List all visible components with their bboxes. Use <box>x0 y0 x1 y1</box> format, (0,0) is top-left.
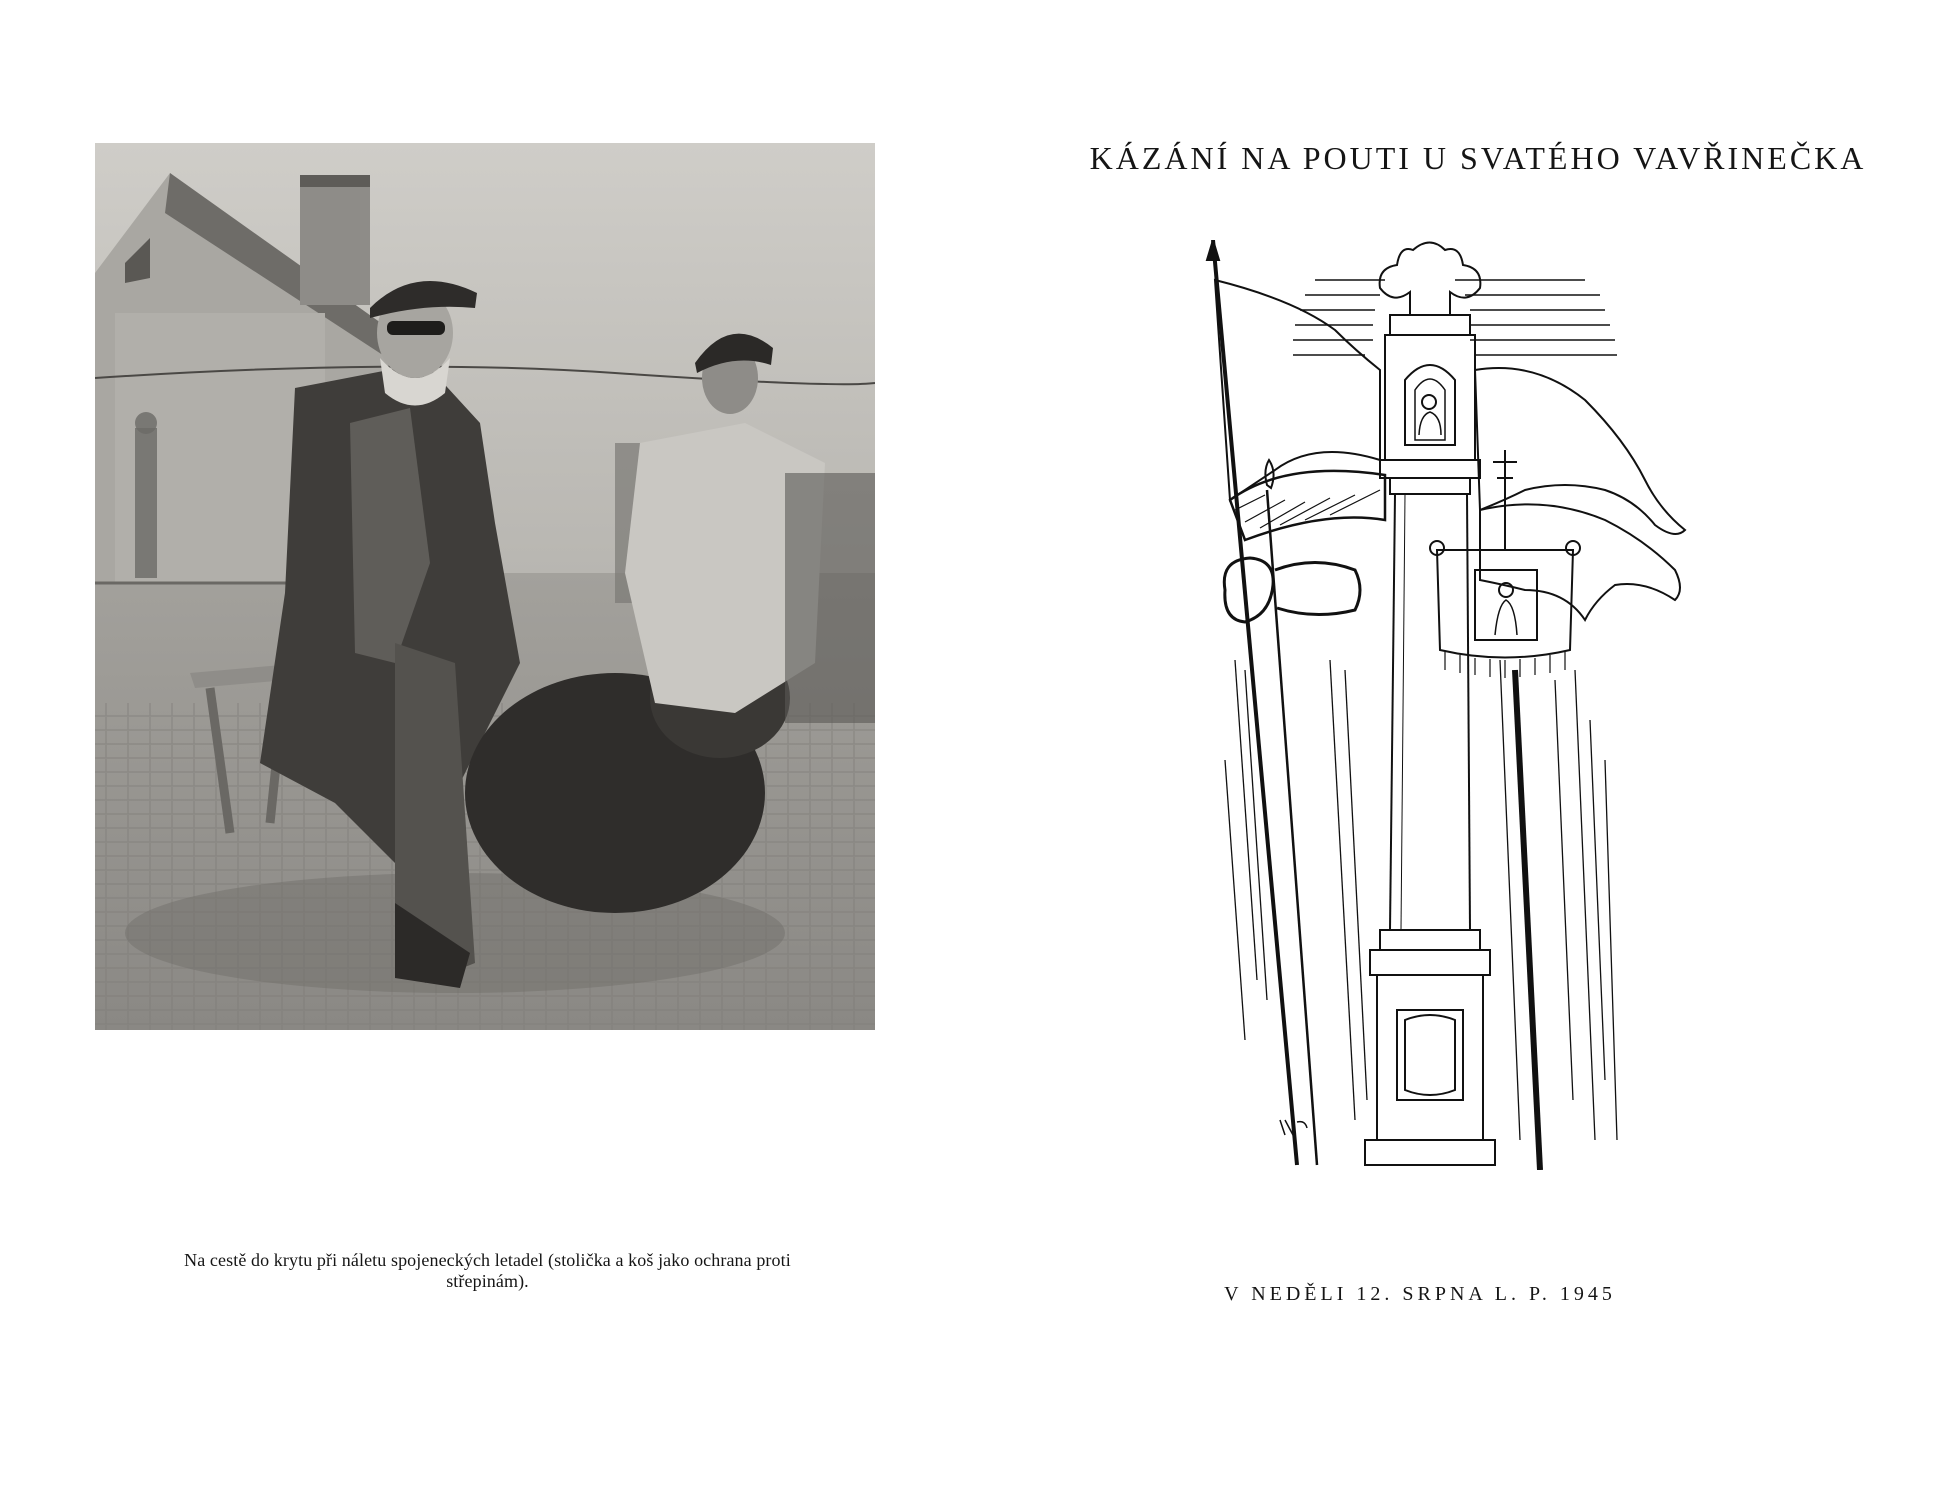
photo-caption-line-1: Na cestě do krytu při náletu spojeneckých letadel (stolička a koš jako ochrana proti <box>184 1250 791 1270</box>
right-page <box>975 0 1950 1500</box>
photograph-men-walking-to-shelter <box>95 143 875 1030</box>
sermon-date: V NEDĚLI 12. SRPNA L. P. 1945 <box>1224 1283 1616 1305</box>
wayside-column-illustration <box>1205 240 1725 1170</box>
photo-caption <box>100 1250 875 1292</box>
page-title: KÁZÁNÍ NA POUTI U SVATÉHO VAVŘINEČKA <box>1089 140 1867 176</box>
photo-caption-line-2: střepinám). <box>446 1271 529 1291</box>
